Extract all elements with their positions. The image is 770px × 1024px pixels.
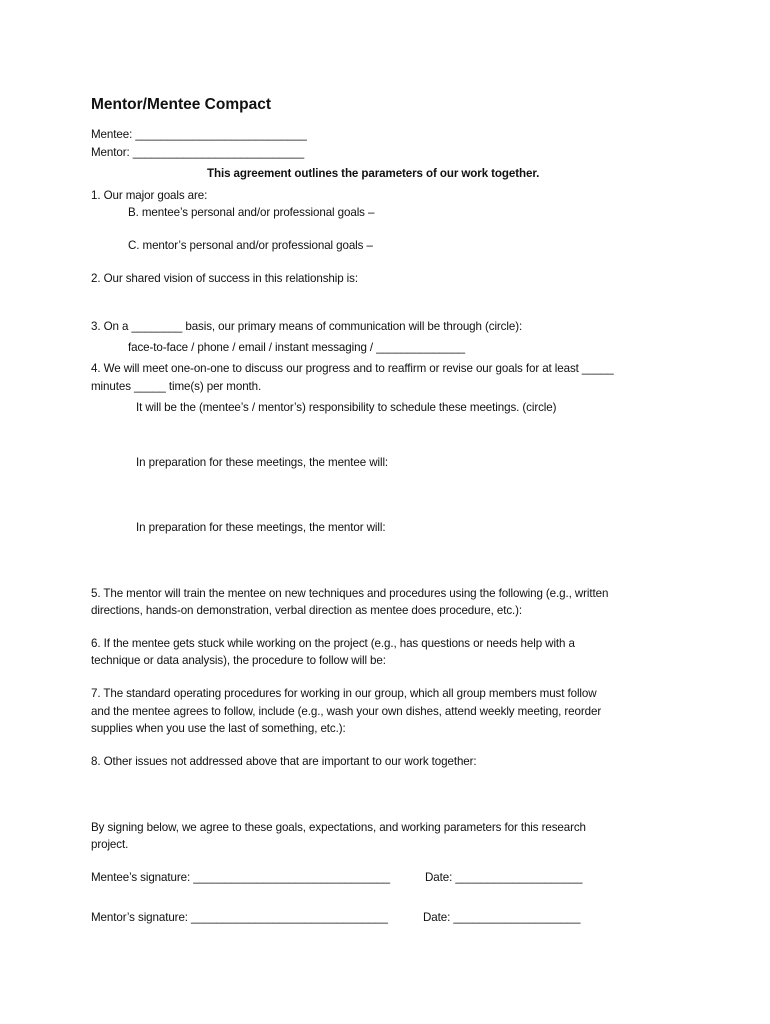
intro-statement: This agreement outlines the parameters of our work together. [207,167,540,180]
item4-mentee-preparation: In preparation for these meetings, the mentee will: [136,456,389,469]
mentee-signature-line: Mentee’s signature: _______________________________ [91,871,390,884]
item1-mentee-goals: B. mentee’s personal and/or professional goals – [128,206,375,219]
item7-line2: and the mentee agrees to follow, include (e.g., wash your own dishes, attend weekly meeting, reorder [91,705,602,718]
item2-shared-vision: 2. Our shared vision of success in this relationship is: [91,272,358,285]
item7-line1: 7. The standard operating procedures for working in our group, which all group members must follow [91,687,597,700]
mentor-date-line: Date: ____________________ [423,911,581,924]
item3-line1: 3. On a ________ basis, our primary means of communication will be through (circle): [91,320,523,333]
item5-line2: directions, hands-on demonstration, verbal direction as mentee does procedure, etc.): [91,604,523,617]
item4-mentor-preparation: In preparation for these meetings, the mentor will: [136,521,386,534]
mentee-date-line: Date: ____________________ [425,871,583,884]
item1-mentor-goals: C. mentor’s personal and/or professional goals – [128,239,373,252]
item4-line2: minutes _____ time(s) per month. [91,380,262,393]
document-title: Mentor/Mentee Compact [91,96,271,113]
item8-other-issues: 8. Other issues not addressed above that are important to our work together: [91,755,477,768]
item4-line1: 4. We will meet one-on-one to discuss our progress and to reaffirm or revise our goals for at least _____ [91,362,614,375]
item3-communication-options: face-to-face / phone / email / instant messaging / ______________ [128,341,466,354]
item7-line3: supplies when you use the last of something, etc.): [91,722,346,735]
item6-line1: 6. If the mentee gets stuck while working on the project (e.g., has questions or needs help with a [91,637,575,650]
signing-statement-line2: project. [91,838,129,851]
item1-label: 1. Our major goals are: [91,189,208,202]
mentor-name-line: Mentor: ___________________________ [91,146,305,159]
mentor-signature-line: Mentor’s signature: _______________________________ [91,911,388,924]
mentee-name-line: Mentee: ___________________________ [91,128,307,141]
item6-line2: technique or data analysis), the procedure to follow will be: [91,654,386,667]
signing-statement-line1: By signing below, we agree to these goals, expectations, and working parameters for this research [91,821,586,834]
item4-scheduling: It will be the (mentee’s / mentor’s) responsibility to schedule these meetings. (circle) [136,401,557,414]
item5-line1: 5. The mentor will train the mentee on new techniques and procedures using the following (e.g., written [91,587,609,600]
